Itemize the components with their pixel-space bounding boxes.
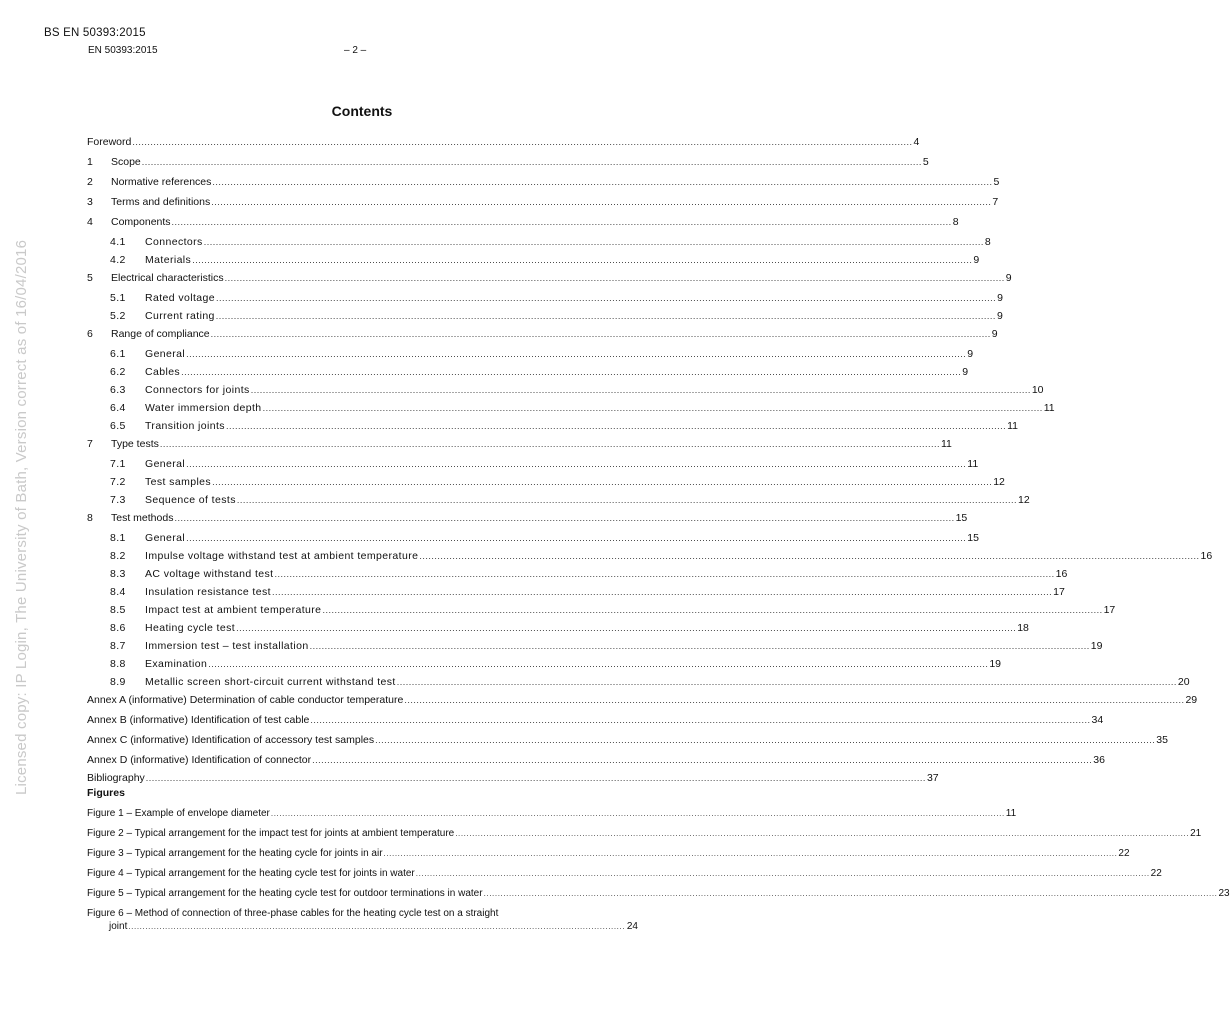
toc-entry-number: 8.8 bbox=[110, 658, 126, 670]
toc-entry[interactable] bbox=[110, 402, 1055, 414]
toc-entry[interactable] bbox=[110, 310, 1003, 322]
figure-entry-label: Figure 3 – Typical arrangement for the heating cycle for joints in air bbox=[87, 848, 383, 859]
toc-entry-label: Annex C (informative) Identification of accessory test samples bbox=[87, 734, 375, 746]
toc-entry-page: 18 bbox=[1017, 622, 1029, 634]
leader-dots: .................................................................................................................................................................................................................................................................... bbox=[250, 385, 1031, 395]
toc-entry-label: Materials bbox=[145, 254, 192, 266]
leader-dots: .................................................................................................................................................................................................................................................................... bbox=[396, 677, 1177, 687]
toc-entry-page: 34 bbox=[1091, 714, 1104, 726]
toc-entry-label: Type tests bbox=[111, 438, 159, 450]
figure-entry-label: Figure 1 – Example of envelope diameter bbox=[87, 808, 270, 819]
leader-dots: .................................................................................................................................................................................................................................................................... bbox=[132, 137, 913, 147]
leader-dots: .................................................................................................................................................................................................................................................................... bbox=[312, 755, 1093, 765]
toc-entry[interactable] bbox=[110, 348, 974, 360]
leader-dots: .................................................................................................................................................................................................................................................................... bbox=[203, 237, 984, 247]
toc-entry-number: 8.9 bbox=[110, 676, 126, 688]
toc-entry-label: Terms and definitions bbox=[111, 196, 211, 208]
leader-dots: .................................................................................................................................................................................................................................................................... bbox=[236, 623, 1017, 633]
toc-entry[interactable] bbox=[87, 754, 1105, 766]
toc-entry-number: 5.2 bbox=[110, 310, 126, 322]
leader-dots: ................................................................................................................................................................................ bbox=[128, 922, 626, 931]
toc-entry-number: 8.4 bbox=[110, 586, 126, 598]
toc-entry[interactable] bbox=[87, 196, 999, 208]
toc-entry-label: Heating cycle test bbox=[145, 622, 236, 634]
toc-entry-page: 4 bbox=[913, 136, 920, 148]
toc-entry-page: 12 bbox=[1018, 494, 1030, 506]
toc-entry[interactable] bbox=[110, 236, 991, 248]
toc-entry-label: Current rating bbox=[145, 310, 215, 322]
toc-entry-number: 6.5 bbox=[110, 420, 126, 432]
toc-entry-number: 5.1 bbox=[110, 292, 126, 304]
toc-entry-page: 5 bbox=[993, 176, 1000, 188]
toc-entry-number: 8.1 bbox=[110, 532, 126, 544]
toc-entry-page: 36 bbox=[1093, 754, 1105, 766]
toc-entry-page: 17 bbox=[1103, 604, 1116, 616]
toc-entry[interactable] bbox=[110, 494, 1030, 506]
leader-dots: .................................................................................................................................................................................................................................................................... bbox=[309, 641, 1090, 651]
toc-entry-number: 7.1 bbox=[110, 458, 126, 470]
figure-6-entry[interactable] bbox=[109, 921, 638, 933]
leader-dots: .................................................................................................................................................................................................................................................................... bbox=[383, 849, 1118, 858]
figure-entry-page: 21 bbox=[1190, 828, 1202, 839]
leader-dots: .................................................................................................................................................................................................................................................................... bbox=[212, 477, 993, 487]
leader-dots: .................................................................................................................................................................................................................................................................... bbox=[271, 587, 1053, 597]
toc-entry-label: Metallic screen short-circuit current withstand test bbox=[145, 676, 396, 688]
leader-dots: .................................................................................................................................................................................................................................................................... bbox=[262, 403, 1043, 413]
toc-entry[interactable] bbox=[110, 292, 1003, 304]
toc-entry-page: 5 bbox=[922, 156, 929, 168]
leader-dots: .................................................................................................................................................................................................................................................................... bbox=[181, 367, 962, 377]
leader-dots: .................................................................................................................................................................................................................................................................... bbox=[236, 495, 1017, 505]
toc-entry[interactable] bbox=[110, 458, 979, 470]
leader-dots: .................................................................................................................................................................................................................................................................... bbox=[210, 329, 991, 339]
toc-entry[interactable] bbox=[110, 254, 980, 266]
toc-entry-page: 8 bbox=[984, 236, 991, 248]
toc-entry-label: General bbox=[145, 532, 186, 544]
leader-dots: .................................................................................................................................................................................................................................................................... bbox=[145, 773, 926, 783]
toc-entry-number: 4 bbox=[87, 216, 93, 228]
figure-entry-label: Figure 5 – Typical arrangement for the heating cycle test for outdoor terminations in water bbox=[87, 888, 483, 899]
toc-entry-number: 3 bbox=[87, 196, 93, 208]
toc-entry-number: 6.1 bbox=[110, 348, 126, 360]
toc-entry-number: 8.7 bbox=[110, 640, 126, 652]
toc-entry-number: 5 bbox=[87, 272, 93, 284]
toc-entry[interactable] bbox=[87, 694, 1198, 706]
toc-entry-page: 8 bbox=[952, 216, 959, 228]
leader-dots: .................................................................................................................................................................................................................................................................... bbox=[215, 311, 996, 321]
toc-entry-page: 16 bbox=[1055, 568, 1068, 580]
figure-entry[interactable] bbox=[87, 888, 1230, 900]
leader-dots: .................................................................................................................................................................................................................................................................... bbox=[270, 809, 1005, 818]
toc-entry-label: Test methods bbox=[111, 512, 174, 524]
figure-entry-page: 22 bbox=[1118, 848, 1130, 859]
leader-dots: .................................................................................................................................................................................................................................................................... bbox=[174, 513, 955, 523]
toc-entry-number: 1 bbox=[87, 156, 93, 168]
toc-entry-label: Insulation resistance test bbox=[145, 586, 271, 598]
toc-entry-page: 19 bbox=[989, 658, 1002, 670]
toc-entry[interactable] bbox=[87, 176, 1000, 188]
toc-entry-label: Test samples bbox=[145, 476, 212, 488]
toc-entry-number: 8.6 bbox=[110, 622, 126, 634]
toc-entry-number: 4.1 bbox=[110, 236, 126, 248]
toc-entry-page: 17 bbox=[1053, 586, 1065, 598]
toc-entry[interactable] bbox=[87, 734, 1168, 746]
toc-entry-page: 37 bbox=[926, 772, 939, 784]
toc-entry-label: Scope bbox=[111, 156, 141, 168]
toc-entry-label: Sequence of tests bbox=[145, 494, 236, 506]
leader-dots: .................................................................................................................................................................................................................................................................... bbox=[404, 695, 1185, 705]
leader-dots: .................................................................................................................................................................................................................................................................... bbox=[322, 605, 1103, 615]
toc-entry[interactable] bbox=[110, 532, 979, 544]
toc-entry-number: 6.3 bbox=[110, 384, 126, 396]
toc-entry[interactable] bbox=[110, 676, 1190, 688]
toc-entry-page: 9 bbox=[997, 292, 1003, 304]
toc-entry-label: Connectors bbox=[145, 236, 203, 248]
toc-entry-label: AC voltage withstand test bbox=[145, 568, 274, 580]
toc-entry-page: 7 bbox=[992, 196, 999, 208]
toc-entry-page: 9 bbox=[991, 328, 998, 340]
figure-entry[interactable] bbox=[87, 808, 1017, 820]
toc-entry-page: 11 bbox=[967, 458, 979, 470]
figure-entry-label: Figure 4 – Typical arrangement for the heating cycle test for joints in water bbox=[87, 868, 415, 879]
toc-entry[interactable] bbox=[87, 272, 1012, 284]
toc-entry-page: 16 bbox=[1200, 550, 1213, 562]
leader-dots: .................................................................................................................................................................................................................................................................... bbox=[192, 255, 973, 265]
toc-entry-page: 9 bbox=[996, 310, 1003, 322]
toc-entry-label: Annex B (informative) Identification of test cable bbox=[87, 714, 310, 726]
toc-entry-label: Examination bbox=[145, 658, 208, 670]
toc-entry-label: Electrical characteristics bbox=[111, 272, 224, 284]
toc-entry-label: Rated voltage bbox=[145, 292, 215, 304]
toc-entry[interactable] bbox=[87, 136, 920, 148]
toc-entry[interactable] bbox=[110, 586, 1065, 598]
toc-entry-number: 6 bbox=[87, 328, 93, 340]
page-number: – 2 – bbox=[344, 45, 367, 56]
toc-entry[interactable] bbox=[87, 438, 952, 450]
toc-entry-page: 9 bbox=[967, 348, 974, 360]
leader-dots: .................................................................................................................................................................................................................................................................... bbox=[419, 551, 1200, 561]
leader-dots: .................................................................................................................................................................................................................................................................... bbox=[415, 869, 1150, 878]
toc-entry[interactable] bbox=[110, 476, 1005, 488]
toc-entry[interactable] bbox=[110, 384, 1044, 396]
leader-dots: .................................................................................................................................................................................................................................................................... bbox=[186, 459, 967, 469]
leader-dots: .................................................................................................................................................................................................................................................................... bbox=[225, 421, 1007, 431]
toc-entry-number: 4.2 bbox=[110, 254, 126, 266]
toc-entry[interactable] bbox=[110, 550, 1213, 562]
toc-entry-label: Impact test at ambient temperature bbox=[145, 604, 322, 616]
toc-entry-label: Components bbox=[111, 216, 171, 228]
figure-entry[interactable] bbox=[87, 828, 1202, 840]
toc-entry[interactable] bbox=[87, 328, 998, 340]
toc-entry[interactable] bbox=[110, 622, 1029, 634]
toc-entry[interactable] bbox=[87, 156, 929, 168]
toc-entry[interactable] bbox=[110, 366, 969, 378]
toc-entry-page: 9 bbox=[962, 366, 969, 378]
figure-entry[interactable] bbox=[87, 868, 1162, 880]
figure-entry[interactable] bbox=[87, 848, 1130, 860]
toc-entry-page: 20 bbox=[1177, 676, 1190, 688]
toc-entry-label: Annex A (informative) Determination of cable conductor temperature bbox=[87, 694, 404, 706]
leader-dots: .................................................................................................................................................................................................................................................................... bbox=[274, 569, 1055, 579]
license-watermark: Licensed copy: IP Login, The University of Bath, Version correct as of 16/04/2016 bbox=[13, 239, 30, 795]
toc-entry-label: Foreword bbox=[87, 136, 132, 148]
leader-dots: .................................................................................................................................................................................................................................................................... bbox=[208, 659, 989, 669]
leader-dots: .................................................................................................................................................................................................................................................................... bbox=[375, 735, 1156, 745]
leader-dots: .................................................................................................................................................................................................................................................................... bbox=[212, 177, 993, 187]
figure-6-line1: Figure 6 – Method of connection of three-phase cables for the heating cycle test on a straight bbox=[87, 908, 499, 919]
leader-dots: .................................................................................................................................................................................................................................................................... bbox=[171, 217, 952, 227]
toc-entry-label: Cables bbox=[145, 366, 181, 378]
toc-entry-label: Bibliography bbox=[87, 772, 145, 784]
toc-entry[interactable] bbox=[110, 604, 1116, 616]
leader-dots: .................................................................................................................................................................................................................................................................... bbox=[186, 533, 967, 543]
figure-entry-label: Figure 2 – Typical arrangement for the impact test for joints at ambient temperature bbox=[87, 828, 455, 839]
toc-entry-number: 6.2 bbox=[110, 366, 126, 378]
toc-entry-label: Annex D (informative) Identification of connector bbox=[87, 754, 312, 766]
figure-6-page: 24 bbox=[626, 921, 638, 932]
toc-entry[interactable] bbox=[110, 568, 1068, 580]
toc-entry-page: 10 bbox=[1031, 384, 1044, 396]
toc-entry-number: 2 bbox=[87, 176, 93, 188]
figure-6-line2: joint bbox=[109, 921, 128, 932]
toc-entry[interactable] bbox=[87, 772, 939, 784]
toc-entry-number: 8.3 bbox=[110, 568, 126, 580]
toc-entry-label: Immersion test – test installation bbox=[145, 640, 309, 652]
leader-dots: .................................................................................................................................................................................................................................................................... bbox=[186, 349, 967, 359]
toc-entry-label: General bbox=[145, 458, 186, 470]
toc-entry-page: 11 bbox=[941, 438, 952, 450]
toc-entry-number: 6.4 bbox=[110, 402, 126, 414]
standard-id: EN 50393:2015 bbox=[88, 45, 158, 56]
toc-entry-number: 8.2 bbox=[110, 550, 126, 562]
leader-dots: .................................................................................................................................................................................................................................................................... bbox=[310, 715, 1091, 725]
document-id: BS EN 50393:2015 bbox=[44, 27, 146, 39]
toc-entry-label: Normative references bbox=[111, 176, 212, 188]
toc-entry-label: General bbox=[145, 348, 186, 360]
toc-entry[interactable] bbox=[110, 420, 1018, 432]
toc-entry-number: 7.3 bbox=[110, 494, 126, 506]
figure-entry-page: 23 bbox=[1218, 888, 1230, 899]
toc-entry-page: 35 bbox=[1156, 734, 1168, 746]
leader-dots: .................................................................................................................................................................................................................................................................... bbox=[141, 157, 922, 167]
figure-entry-page: 22 bbox=[1150, 868, 1162, 879]
leader-dots: .................................................................................................................................................................................................................................................................... bbox=[216, 293, 997, 303]
toc-entry[interactable] bbox=[110, 640, 1103, 652]
toc-entry-label: Range of compliance bbox=[111, 328, 210, 340]
leader-dots: .................................................................................................................................................................................................................................................................... bbox=[211, 197, 992, 207]
toc-entry[interactable] bbox=[87, 216, 959, 228]
toc-entry-page: 9 bbox=[1005, 272, 1012, 284]
toc-entry-number: 8 bbox=[87, 512, 93, 524]
toc-entry-page: 11 bbox=[1043, 402, 1055, 414]
figure-entry-page: 11 bbox=[1005, 808, 1017, 819]
toc-entry-label: Water immersion depth bbox=[145, 402, 262, 414]
leader-dots: .................................................................................................................................................................................................................................................................... bbox=[159, 439, 940, 449]
leader-dots: .................................................................................................................................................................................................................................................................... bbox=[224, 273, 1005, 283]
leader-dots: .................................................................................................................................................................................................................................................................... bbox=[483, 889, 1218, 898]
toc-entry-page: 19 bbox=[1090, 640, 1103, 652]
toc-entry-page: 12 bbox=[993, 476, 1005, 488]
toc-entry-label: Impulse voltage withstand test at ambient temperature bbox=[145, 550, 419, 562]
toc-entry-page: 15 bbox=[967, 532, 979, 544]
toc-entry-number: 8.5 bbox=[110, 604, 126, 616]
toc-entry-page: 9 bbox=[973, 254, 980, 266]
toc-entry-page: 15 bbox=[955, 512, 968, 524]
toc-entry[interactable] bbox=[87, 512, 968, 524]
toc-entry[interactable] bbox=[87, 714, 1104, 726]
toc-entry[interactable] bbox=[110, 658, 1002, 670]
page-title: Contents bbox=[331, 103, 393, 119]
toc-entry-label: Transition joints bbox=[145, 420, 225, 432]
leader-dots: .................................................................................................................................................................................................................................................................... bbox=[455, 829, 1190, 838]
toc-entry-page: 29 bbox=[1185, 694, 1198, 706]
toc-entry-number: 7 bbox=[87, 438, 93, 450]
toc-entry-number: 7.2 bbox=[110, 476, 126, 488]
toc-entry-label: Connectors for joints bbox=[145, 384, 250, 396]
toc-entry-page: 11 bbox=[1007, 420, 1018, 432]
figures-heading: Figures bbox=[87, 787, 125, 799]
